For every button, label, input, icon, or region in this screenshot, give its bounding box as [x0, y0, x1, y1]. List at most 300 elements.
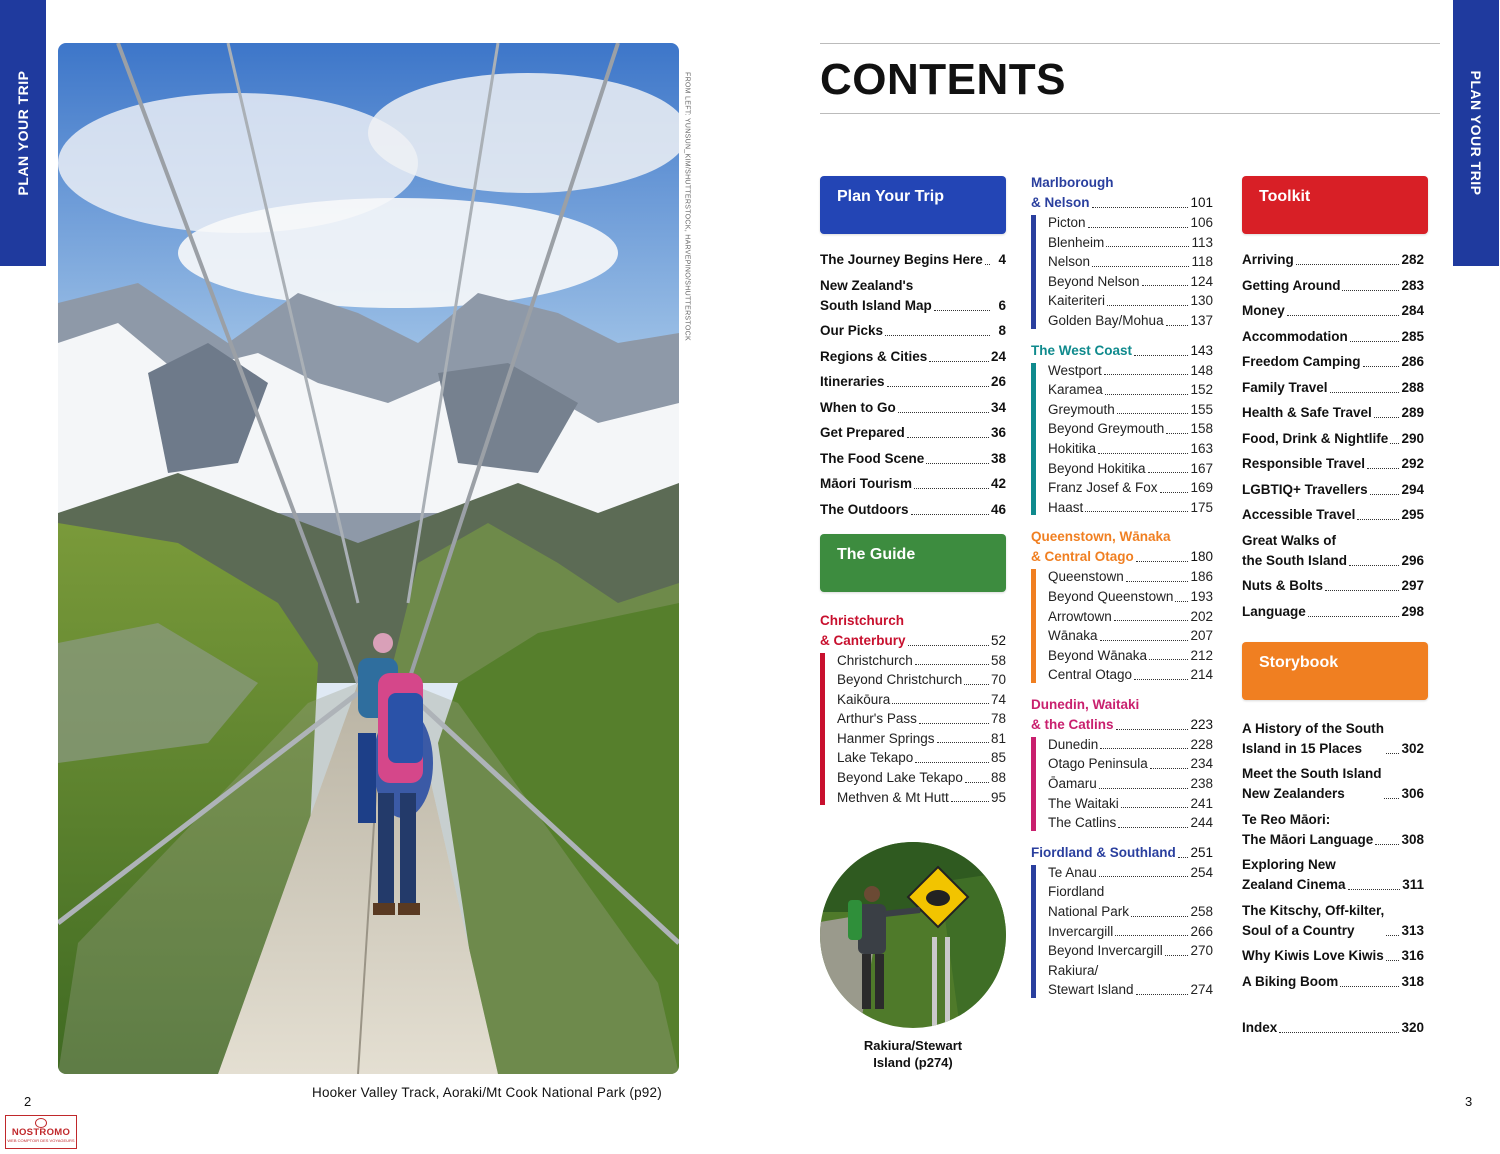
page-number-left: 2: [24, 1094, 32, 1109]
toc-entry-page: 202: [1190, 608, 1213, 624]
fiordland-title[interactable]: Fiordland & Southland 251: [1031, 844, 1213, 860]
toc-entry-hokitika[interactable]: [1048, 439, 1213, 459]
toc-entry-label: Meet the South Island New Zealanders: [1242, 766, 1382, 801]
nostromo-logo: [5, 1115, 77, 1149]
toc-entry-label: Te Anau: [1048, 864, 1097, 880]
toc-entry-label: Kaiteriteri: [1048, 293, 1106, 309]
plan-your-trip-header: Plan Your Trip: [820, 176, 1006, 234]
toc-entry-health-safe-travel[interactable]: [1242, 403, 1424, 423]
toc-entry-the-catlins[interactable]: [1048, 813, 1213, 833]
toc-entry-page: 152: [1190, 382, 1213, 398]
toc-entry-page: 282: [1401, 252, 1424, 267]
dot-leader: [898, 412, 989, 413]
toc-entry-page: 42: [990, 476, 1006, 491]
dot-leader: [1099, 788, 1189, 789]
toc-entry-page: 167: [1190, 460, 1213, 476]
toc-entry-page: 207: [1190, 628, 1213, 644]
toc-entry-page: 306: [1401, 786, 1424, 801]
toc-entry-family-travel[interactable]: [1242, 378, 1424, 398]
toc-entry-label: Ōamaru: [1048, 776, 1097, 792]
dot-leader: [887, 386, 989, 387]
toc-entry-label: Our Picks: [820, 323, 884, 338]
toc-entry-beyond-invercargill[interactable]: [1048, 941, 1213, 961]
toc-entry-our-picks[interactable]: [820, 321, 1006, 341]
toc-entry-page: 118: [1191, 254, 1213, 270]
toc-entry-regions-cities[interactable]: [820, 347, 1006, 367]
toc-entry-label: The Outdoors: [820, 501, 909, 517]
toc-entry-freedom-camping[interactable]: [1242, 352, 1424, 372]
toc-entry-label: Queenstown: [1048, 569, 1124, 585]
toc-entry-page: 106: [1190, 215, 1213, 230]
dot-leader: [1142, 285, 1189, 286]
plan-your-trip-list: [820, 250, 1006, 520]
christchurch-sublist: [820, 651, 1006, 808]
toc-entry-christchurch[interactable]: [837, 651, 1006, 671]
toc-entry-page: 297: [1401, 578, 1424, 593]
toc-entry-label: Beyond Queenstown: [1048, 588, 1174, 604]
rakiura-photo: [820, 842, 1006, 1028]
toc-entry-page: 212: [1190, 647, 1213, 663]
toc-entry-the-kitschy-off-kilter-soul-of-a-country[interactable]: [1242, 901, 1424, 941]
toc-entry-label: Greymouth: [1048, 401, 1115, 417]
dunedin-title[interactable]: Dunedin, Waitaki: [1031, 696, 1140, 712]
toc-entry-page: 34: [990, 399, 1006, 415]
toc-entry-label: Regions & Cities: [820, 348, 928, 364]
logo-brand: NOSTROMO: [11, 1127, 71, 1138]
toc-entry-page: 6: [998, 297, 1006, 313]
dot-leader: [1375, 844, 1399, 845]
toc-entry-label: Wānaka: [1048, 628, 1098, 644]
toc-entry-label: Rakiura/ Stewart Island: [1048, 962, 1134, 998]
side-tab-left-label: PLAN YOUR TRIP: [15, 70, 31, 196]
toc-entry-label: Food, Drink & Nightlife: [1242, 430, 1389, 446]
toc-entry-accommodation[interactable]: [1242, 327, 1424, 347]
toc-entry-label: Westport: [1048, 362, 1102, 378]
toc-entry-label: Invercargill: [1048, 923, 1114, 939]
toc-entry-page: 258: [1190, 904, 1213, 920]
toc-entry-page: 88: [990, 770, 1006, 786]
toc-entry-page: 285: [1401, 328, 1424, 344]
toc-entry-kaik-ura[interactable]: [837, 690, 1006, 710]
dot-leader: [1115, 935, 1188, 936]
toc-entry-label: Get Prepared: [820, 425, 905, 440]
toc-entry-getting-around[interactable]: [1242, 276, 1424, 296]
dot-leader: [1104, 374, 1189, 375]
toc-entry-the-outdoors[interactable]: [820, 500, 1006, 520]
dot-leader: [1166, 325, 1189, 326]
toc-entry-golden-bay-mohua[interactable]: [1048, 311, 1213, 331]
toc-entry-label: Beyond Nelson: [1048, 273, 1140, 289]
main-photo: [58, 43, 679, 1074]
toc-entry-meet-the-south-island-new-zealanders[interactable]: [1242, 764, 1424, 804]
toc-entry-te-reo-m-ori-the-m-ori-language[interactable]: [1242, 810, 1424, 850]
column-3: [1242, 176, 1424, 1043]
dot-leader: [1107, 305, 1188, 306]
nelson-title[interactable]: & Nelson 101: [1031, 195, 1213, 210]
dot-leader: [1118, 827, 1188, 828]
toc-entry-beyond-christchurch[interactable]: [837, 670, 1006, 690]
index-section: [1242, 1018, 1424, 1038]
toc-entry-nelson[interactable]: [1048, 252, 1213, 272]
toc-entry-label: Arrowtown: [1048, 608, 1112, 624]
toc-entry-label: Freedom Camping: [1242, 354, 1361, 369]
toc-entry-dunedin[interactable]: [1048, 735, 1213, 755]
canterbury-title[interactable]: & Canterbury 52: [820, 632, 1006, 648]
toc-entry-amaru[interactable]: [1048, 774, 1213, 794]
toc-entry-label: Fiordland National Park: [1048, 884, 1130, 920]
toc-entry-page: 295: [1401, 507, 1424, 522]
toc-entry-label: Responsible Travel: [1242, 456, 1366, 471]
toc-entry-page: 46: [990, 501, 1006, 517]
toc-entry-page: 286: [1401, 354, 1424, 369]
toc-entry-label: A History of the South Island in 15 Places: [1242, 720, 1384, 756]
dot-leader: [1390, 443, 1399, 444]
toc-entry-page: 241: [1190, 795, 1213, 811]
dot-leader: [1308, 616, 1400, 617]
fiordland-section: [1031, 843, 1213, 863]
toc-entry-page: 238: [1190, 776, 1213, 792]
toc-entry-page: 193: [1190, 588, 1213, 604]
toc-entry-label: Beyond Wānaka: [1048, 647, 1148, 663]
toc-entry-label: Arthur's Pass: [837, 711, 917, 727]
toc-entry-page: 58: [990, 652, 1006, 668]
fiordland-sublist: [1031, 863, 1213, 1000]
dot-leader: [1166, 433, 1188, 434]
toc-entry-page: 155: [1190, 401, 1213, 417]
toc-entry-karamea[interactable]: [1048, 380, 1213, 400]
toc-entry-label: Central Otago: [1048, 667, 1133, 683]
toc-entry-a-biking-boom[interactable]: [1242, 972, 1424, 992]
dot-leader: [1136, 994, 1189, 995]
dot-leader: [1386, 935, 1399, 936]
toc-entry-arthur-s-pass[interactable]: [837, 709, 1006, 729]
dot-leader: [1374, 417, 1400, 418]
toc-entry-lake-tekapo[interactable]: [837, 748, 1006, 768]
toc-entry-label: Nuts & Bolts: [1242, 578, 1323, 593]
toc-entry-greymouth[interactable]: [1048, 400, 1213, 420]
toc-entry-responsible-travel[interactable]: [1242, 454, 1424, 474]
dot-leader: [1348, 889, 1401, 890]
dot-leader: [1384, 798, 1400, 799]
dot-leader: [1088, 227, 1189, 228]
toc-entry-page: 148: [1190, 362, 1213, 378]
toc-entry-label: Lake Tekapo: [837, 750, 914, 766]
dot-leader: [892, 703, 989, 704]
dot-leader: [1126, 581, 1189, 582]
toc-entry-label: Family Travel: [1242, 379, 1328, 395]
toc-entry-page: 311: [1402, 877, 1424, 892]
dot-leader: [1349, 565, 1399, 566]
marlborough-sublist: [1031, 213, 1213, 331]
toc-entry-label: Arriving: [1242, 252, 1294, 267]
photo-caption: Hooker Valley Track, Aoraki/Mt Cook National Park (p92): [312, 1085, 662, 1100]
toc-entry-arrowtown[interactable]: [1048, 607, 1213, 627]
toc-entry-label: Language: [1242, 603, 1306, 619]
toc-entry-invercargill[interactable]: [1048, 922, 1213, 942]
toc-entry-label: Hokitika: [1048, 440, 1097, 456]
dot-leader: [1342, 290, 1399, 291]
catlins-title[interactable]: & the Catlins 223: [1031, 716, 1213, 732]
toc-entry-beyond-lake-tekapo[interactable]: [837, 768, 1006, 788]
toolkit-header: Toolkit: [1242, 176, 1428, 234]
christchurch-title[interactable]: Christchurch: [820, 612, 905, 628]
photo-credit: [680, 72, 694, 372]
dot-leader: [1106, 246, 1189, 247]
photo-credit-text: FROM LEFT: YUNSUN_KIM/SHUTTERSTOCK, HARVEPINO/SHUTTERSTOCK: [683, 72, 691, 341]
dot-leader: [914, 488, 989, 489]
toc-entry-methven-mt-hutt[interactable]: [837, 788, 1006, 808]
toc-entry-page: 308: [1401, 831, 1424, 847]
toc-entry-label: When to Go: [820, 399, 896, 415]
side-tab-left: [0, 0, 46, 266]
rakiura-caption: Rakiura/Stewart Island (p274): [863, 1038, 963, 1070]
title-rule: [820, 113, 1440, 114]
toc-entry-nuts-bolts[interactable]: [1242, 576, 1424, 596]
toc-entry-when-to-go[interactable]: [820, 398, 1006, 418]
dot-leader: [885, 335, 990, 336]
toc-entry-a-history-of-the-south-island-in-15-places[interactable]: [1242, 719, 1424, 759]
toc-entry-label: Great Walks of the South Island: [1242, 532, 1348, 568]
toc-entry-label: Blenheim: [1048, 234, 1105, 250]
toc-entry-label: Getting Around: [1242, 277, 1341, 293]
toc-entry-page: 270: [1190, 943, 1213, 959]
dot-leader: [964, 684, 989, 685]
toc-entry-page: 186: [1190, 569, 1213, 585]
toc-entry-label: The Kitschy, Off-kilter, Soul of a Country: [1242, 902, 1385, 938]
dot-leader: [1175, 601, 1188, 602]
toc-entry-kaiteriteri[interactable]: [1048, 291, 1213, 311]
dot-leader: [1330, 392, 1400, 393]
toc-entry-page: 228: [1190, 736, 1213, 752]
toc-entry-label: Why Kiwis Love Kiwis: [1242, 948, 1384, 963]
toc-entry-beyond-w-naka[interactable]: [1048, 646, 1213, 666]
toolkit-list: [1242, 250, 1424, 622]
toc-entry-label: Christchurch: [837, 652, 913, 668]
dot-leader: [1160, 492, 1189, 493]
toc-entry-te-anau[interactable]: [1048, 863, 1213, 883]
toc-entry-page: 85: [990, 750, 1006, 766]
toc-entry-page: 318: [1401, 973, 1424, 989]
toc-entry-label: The Waitaki: [1048, 795, 1119, 811]
toc-entry-page: 70: [990, 672, 1006, 688]
toc-entry-fiordland-national-park[interactable]: [1048, 882, 1213, 921]
dot-leader: [1340, 986, 1399, 987]
toc-entry-label: Money: [1242, 303, 1285, 318]
dot-leader: [1148, 472, 1189, 473]
storybook-header: Storybook: [1242, 642, 1428, 700]
side-tab-right: [1453, 0, 1499, 266]
toc-entry-beyond-queenstown[interactable]: [1048, 587, 1213, 607]
toc-entry-page: 130: [1190, 293, 1213, 309]
dot-leader: [1105, 394, 1189, 395]
toc-entry-label: Franz Josef & Fox: [1048, 480, 1158, 496]
toc-entry-page: 38: [990, 450, 1006, 466]
toc-entry-language[interactable]: [1242, 602, 1424, 622]
toc-entry-page: 81: [990, 730, 1006, 746]
toc-entry-page: 163: [1190, 440, 1213, 456]
toc-entry-central-otago[interactable]: [1048, 665, 1213, 685]
toc-entry-label: Beyond Hokitika: [1048, 460, 1146, 476]
toc-entry-food-drink-nightlife[interactable]: [1242, 429, 1424, 449]
toc-entry-accessible-travel[interactable]: [1242, 505, 1424, 525]
toc-entry-page: 26: [990, 374, 1006, 389]
dot-leader: [1085, 511, 1188, 512]
toc-entry-the-waitaki[interactable]: [1048, 794, 1213, 814]
dunedin-sublist: [1031, 735, 1213, 833]
toc-entry-get-prepared[interactable]: [820, 423, 1006, 443]
toc-entry-franz-josef-fox[interactable]: [1048, 478, 1213, 498]
toc-entry-label: Karamea: [1048, 382, 1103, 398]
toc-entry-otago-peninsula[interactable]: [1048, 754, 1213, 774]
westcoast-title[interactable]: The West Coast 143: [1031, 342, 1213, 358]
dot-leader: [1150, 768, 1189, 769]
dunedin-section: [1031, 695, 1213, 735]
toc-entry-label: Golden Bay/Mohua: [1048, 312, 1164, 328]
dot-leader: [1114, 620, 1189, 621]
logo-tagline: WEB COMPTOIR DES VOYAGEURS: [7, 1138, 75, 1143]
toc-entry-page: 4: [998, 252, 1006, 267]
dot-leader: [1099, 876, 1189, 877]
toc-entry-blenheim[interactable]: [1048, 233, 1213, 253]
queenstown-sublist: [1031, 567, 1213, 685]
toc-entry-the-food-scene[interactable]: [820, 449, 1006, 469]
toc-entry-page: 8: [998, 323, 1006, 338]
toc-entry-label: Kaikōura: [837, 691, 891, 707]
toc-entry-page: 36: [990, 425, 1006, 440]
toc-entry-page: 313: [1401, 922, 1424, 938]
central-otago-title[interactable]: & Central Otago 180: [1031, 549, 1213, 565]
toc-entry-page: 290: [1401, 430, 1424, 446]
toc-entry-page: 254: [1190, 864, 1213, 880]
toc-entry-page: 24: [990, 348, 1006, 364]
side-tab-right-label: PLAN YOUR TRIP: [1468, 70, 1484, 196]
toc-entry-haast[interactable]: [1048, 498, 1213, 518]
dot-leader: [926, 463, 989, 464]
toc-entry-label: Health & Safe Travel: [1242, 405, 1372, 420]
toc-entry-westport[interactable]: [1048, 361, 1213, 381]
toc-entry-label: Methven & Mt Hutt: [837, 789, 949, 805]
toc-entry-page: 137: [1190, 312, 1213, 328]
marlborough-title[interactable]: Marlborough: [1031, 175, 1114, 190]
page-number-right: 3: [1465, 1094, 1473, 1109]
westcoast-sublist: [1031, 361, 1213, 518]
dot-leader: [1370, 494, 1400, 495]
toc-entry-page: 289: [1401, 405, 1424, 420]
toc-entry-label: Accessible Travel: [1242, 507, 1356, 522]
toc-entry-label: The Food Scene: [820, 450, 925, 466]
dot-leader: [907, 437, 989, 438]
toc-entry-label: Itineraries: [820, 374, 885, 389]
toc-entry-rakiura-stewart-island[interactable]: [1048, 961, 1213, 1000]
dot-leader: [1100, 640, 1189, 641]
dot-leader: [915, 664, 989, 665]
dot-leader: [915, 762, 989, 763]
toc-entry-page: 302: [1401, 740, 1424, 756]
queenstown-section: [1031, 527, 1213, 567]
marlborough-section: [1031, 173, 1213, 213]
toc-entry-page: 298: [1401, 603, 1424, 619]
queenstown-title[interactable]: Queenstown, Wānaka: [1031, 529, 1171, 545]
dot-leader: [937, 742, 989, 743]
toc-entry-page: 316: [1401, 948, 1424, 963]
storybook-list: [1242, 719, 1424, 992]
column-1: [820, 176, 1006, 807]
toc-entry-w-naka[interactable]: [1048, 626, 1213, 646]
toc-entry-label: Māori Tourism: [820, 476, 913, 491]
dot-leader: [1296, 264, 1400, 265]
toc-entry-page: 214: [1190, 667, 1213, 683]
toc-entry-beyond-hokitika[interactable]: [1048, 459, 1213, 479]
toc-entry-label: Picton: [1048, 215, 1086, 230]
dot-leader: [1100, 748, 1188, 749]
dot-leader: [1117, 413, 1189, 414]
toc-entry-why-kiwis-love-kiwis[interactable]: [1242, 946, 1424, 966]
the-guide-header: The Guide: [820, 534, 1006, 592]
dot-leader: [1363, 366, 1400, 367]
toc-entry-great-walks-of-the-south-island[interactable]: [1242, 531, 1424, 571]
toc-entry-page: 169: [1190, 480, 1213, 496]
toc-entry-exploring-new-zealand-cinema[interactable]: [1242, 855, 1424, 895]
toc-entry-money[interactable]: [1242, 301, 1424, 321]
dot-leader: [1121, 807, 1189, 808]
toc-entry-page: 244: [1190, 815, 1213, 831]
toc-entry-label: New Zealand's South Island Map: [820, 277, 932, 313]
toc-entry-page: 296: [1401, 552, 1424, 568]
toc-entry-label: Accommodation: [1242, 328, 1348, 344]
toc-entry-label: Exploring New Zealand Cinema: [1242, 857, 1346, 892]
toc-entry-page: 234: [1190, 756, 1213, 772]
toc-entry-label: Beyond Christchurch: [837, 672, 963, 688]
toc-entry-page: 124: [1190, 273, 1213, 289]
toc-entry-page: 78: [990, 711, 1006, 727]
dot-leader: [1325, 590, 1399, 591]
dot-leader: [965, 782, 989, 783]
dot-leader: [1134, 679, 1188, 680]
dot-leader: [1386, 960, 1400, 961]
page-title: CONTENTS: [820, 55, 1066, 104]
toc-entry-label: LGBTIQ+ Travellers: [1242, 481, 1368, 497]
dot-leader: [1149, 659, 1188, 660]
toc-entry-itineraries[interactable]: [820, 372, 1006, 392]
toc-entry-new-zealand-s-south-island-map[interactable]: [820, 276, 1006, 316]
toc-entry-beyond-nelson[interactable]: [1048, 272, 1213, 292]
toc-entry-page: 266: [1190, 923, 1213, 939]
toc-entry-picton[interactable]: [1048, 213, 1213, 233]
toc-entry-page: 294: [1401, 481, 1424, 497]
toc-entry-page: 175: [1190, 499, 1213, 515]
toc-entry-page: 274: [1190, 982, 1213, 998]
dot-leader: [1357, 519, 1399, 520]
dot-leader: [911, 514, 989, 515]
toc-entry-page: 283: [1401, 277, 1424, 293]
toc-entry-lgbtiq-travellers[interactable]: [1242, 480, 1424, 500]
toc-entry-m-ori-tourism[interactable]: [820, 474, 1006, 494]
toc-entry-queenstown[interactable]: [1048, 567, 1213, 587]
westcoast-section: [1031, 341, 1213, 361]
toc-entry-hanmer-springs[interactable]: [837, 729, 1006, 749]
dot-leader: [1165, 955, 1189, 956]
toc-entry-label: Dunedin: [1048, 736, 1099, 752]
dot-leader: [1350, 341, 1400, 342]
dot-leader: [1131, 916, 1188, 917]
toc-entry-the-journey-begins-here[interactable]: [820, 250, 1006, 270]
toc-entry-page: 288: [1401, 379, 1424, 395]
toc-entry-index[interactable]: Index 320: [1242, 1019, 1424, 1035]
toc-entry-arriving[interactable]: [1242, 250, 1424, 270]
toc-entry-beyond-greymouth[interactable]: [1048, 419, 1213, 439]
toc-entry-label: Beyond Greymouth: [1048, 421, 1165, 437]
toc-entry-page: 113: [1191, 234, 1213, 250]
